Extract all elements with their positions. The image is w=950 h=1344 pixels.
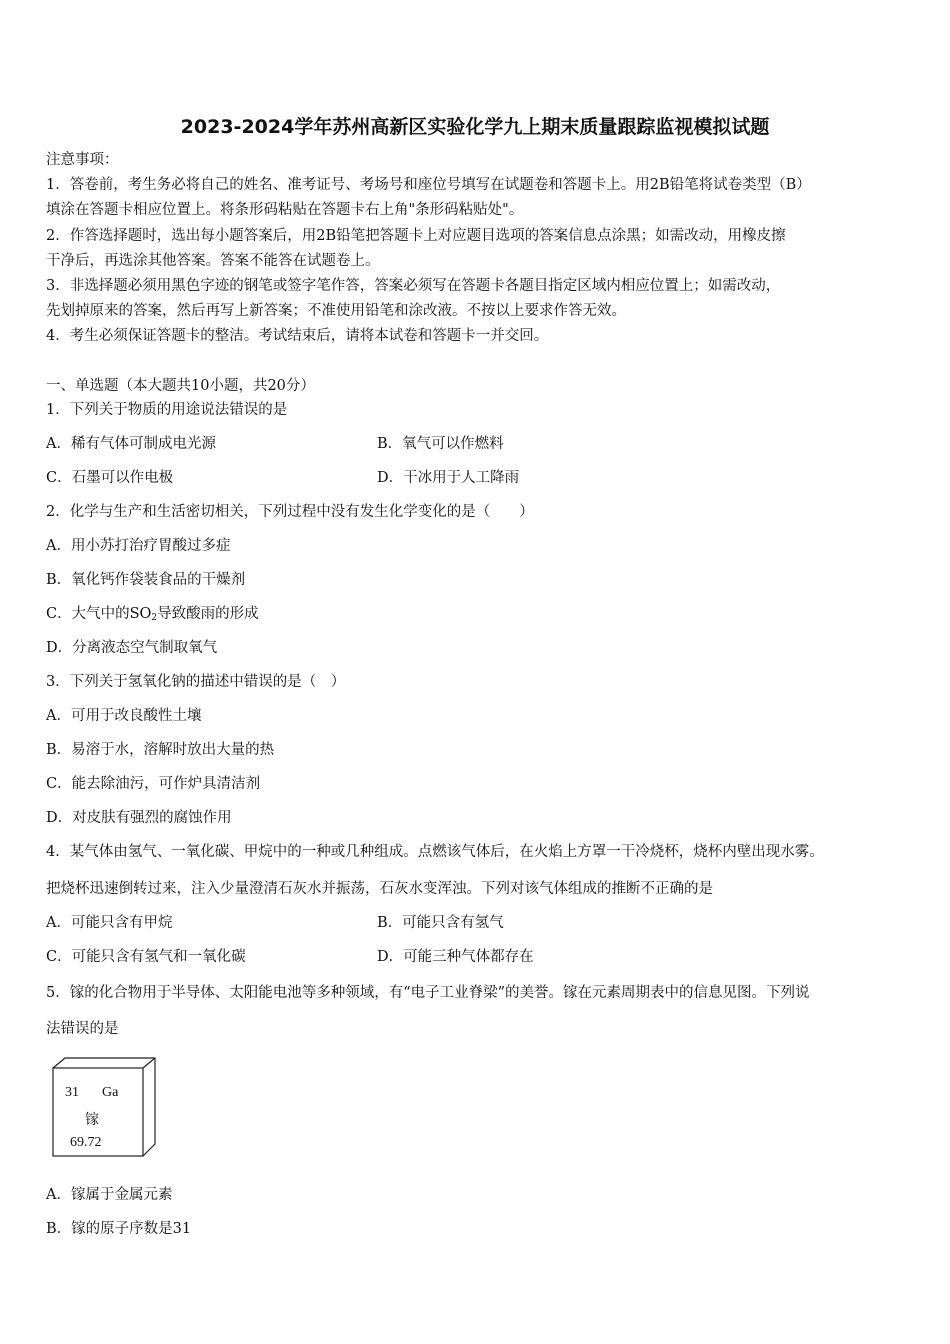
question-4-stem-line2: 把烧杯迅速倒转过来，注入少量澄清石灰水并振荡，石灰水变浑浊。下列对该气体组成的推断不正确的是 [46,881,713,897]
notice-line: 1．答卷前，考生务必将自己的姓名、准考证号、考场号和座位号填写在试题卷和答题卡上。用2B铅笔将试卷类型（B） [46,177,811,193]
element-atomic-number: 31 [65,1085,79,1100]
q2-option-c[interactable] [46,604,259,628]
q4-option-a[interactable]: A．可能只含有甲烷 [46,915,173,931]
q3-option-d[interactable]: D．对皮肤有强烈的腐蚀作用 [46,810,232,826]
question-5-stem-line2: 法错误的是 [46,1021,119,1037]
question-5-stem-line1: 5．镓的化合物用于半导体、太阳能电池等多种领域，有“电子工业脊梁”的美誉。镓在元素周期表中的信息见图。下列说 [46,985,810,1001]
q3-option-a[interactable]: A．可用于改良酸性土壤 [46,708,202,724]
question-3-stem: 3．下列关于氢氧化钠的描述中错误的是（ ） [46,674,346,690]
notice-heading: 注意事项： [46,152,119,168]
q2-option-d[interactable]: D．分离液态空气制取氧气 [46,640,218,656]
notice-line: 3．非选择题必须用黑色字迹的钢笔或签字笔作答，答案必须写在答题卡各题目指定区域内相应位置上；如需改动， [46,278,781,294]
notice-line: 填涂在答题卡相应位置上。将条形码粘贴在答题卡右上角"条形码粘贴处"。 [46,202,524,218]
notice-line: 2．作答选择题时，选出每小题答案后，用2B铅笔把答题卡上对应题目选项的答案信息点涂黑；如需改动，用橡皮擦 [46,228,786,244]
q2-option-b[interactable]: B．氧化钙作袋装食品的干燥剂 [46,572,246,588]
element-symbol: Ga [102,1085,119,1100]
element-atomic-mass: 69.72 [70,1135,102,1150]
question-4-stem-line1: 4．某气体由氢气、一氧化碳、甲烷中的一种或几种组成。点燃该气体后，在火焰上方罩一干冷烧杯，烧杯内壁出现水雾。 [46,844,824,860]
q1-option-c[interactable]: C．石墨可以作电极 [46,470,174,486]
notice-line: 4．考生必须保证答题卡的整洁。考试结束后，请将本试卷和答题卡一并交回。 [46,328,549,344]
q5-option-b[interactable]: B．镓的原子序数是31 [46,1221,192,1237]
q2-option-c-post: 导致酸雨的形成 [157,606,259,622]
q4-option-d[interactable]: D．可能三种气体都存在 [377,949,534,965]
question-2-stem: 2．化学与生产和生活密切相关，下列过程中没有发生化学变化的是（ ） [46,504,534,520]
q1-option-d[interactable]: D．干冰用于人工降雨 [377,470,520,486]
page-title: 2023-2024学年苏州高新区实验化学九上期末质量跟踪监视模拟试题 [180,116,770,138]
q4-option-c[interactable]: C．可能只含有氢气和一氧化碳 [46,949,246,965]
q5-option-a[interactable]: A．镓属于金属元素 [46,1187,173,1203]
q3-option-c[interactable]: C．能去除油污，可作炉具清洁剂 [46,776,261,792]
q2-option-a[interactable]: A．用小苏打治疗胃酸过多症 [46,538,231,554]
notice-line: 先划掉原来的答案，然后再写上新答案；不准使用铅笔和涂改液。不按以上要求作答无效。 [46,303,626,319]
element-name: 镓 [85,1113,99,1128]
element-card-frame [52,1057,156,1157]
q1-option-a[interactable]: A．稀有气体可制成电光源 [46,436,216,452]
section-heading: 一、单选题（本大题共10小题，共20分） [46,378,315,394]
question-1-stem: 1．下列关于物质的用途说法错误的是 [46,402,288,418]
periodic-table-element-card [52,1057,156,1157]
q2-option-c-pre: C．大气中的SO [46,606,152,622]
q4-option-b[interactable]: B．可能只含有氢气 [377,915,504,931]
notice-line: 干净后，再选涂其他答案。答案不能答在试题卷上。 [46,253,380,269]
q2-option-c-sub: 2 [151,613,158,623]
q3-option-b[interactable]: B．易溶于水，溶解时放出大量的热 [46,742,275,758]
q1-option-b[interactable]: B．氧气可以作燃料 [377,436,504,452]
